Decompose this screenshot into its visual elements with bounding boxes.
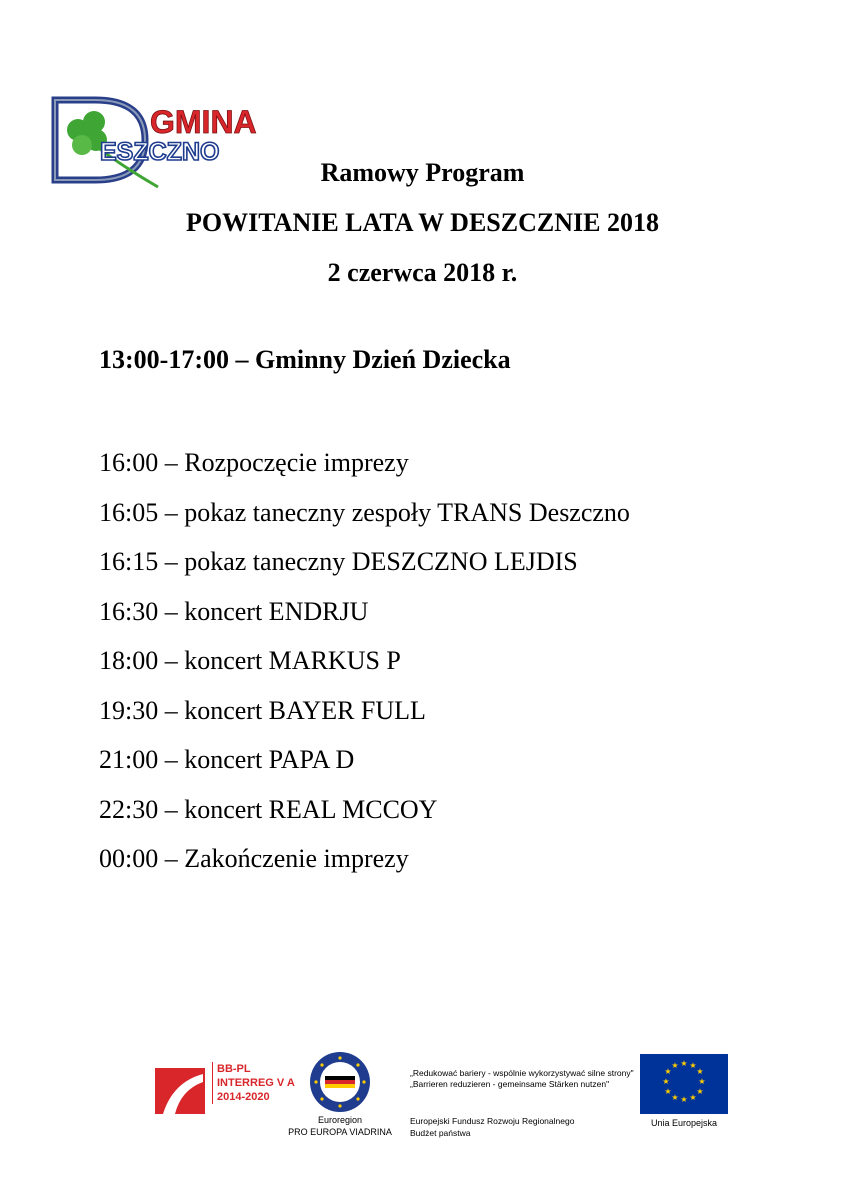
schedule-item: 16:00 – Rozpoczęcie imprezy [99, 448, 409, 477]
slogan-line-2: „Barrieren reduzieren - gemeinsame Stärken nutzen" [410, 1079, 610, 1089]
svg-text:★: ★ [696, 1087, 704, 1096]
euroregion-emblem-icon [308, 1050, 372, 1114]
logo-text-bottom: ESZCZNO [100, 138, 220, 166]
interreg-line-2: INTERREG V A [217, 1077, 295, 1089]
svg-text:★: ★ [664, 1087, 672, 1096]
title-line-3: 2 czerwca 2018 r. [327, 258, 518, 287]
euroregion-line-1: Euroregion [317, 1115, 363, 1125]
schedule-item: 00:00 – Zakończenie imprezy [99, 844, 409, 873]
euroregion-logo [285, 1050, 395, 1138]
euroregion-line-2: PRO EUROPA VIADRINA [288, 1127, 392, 1137]
svg-text:★: ★ [671, 1093, 679, 1102]
fund-line-2: Budżet państwa [410, 1128, 471, 1138]
program-title [0, 148, 845, 298]
schedule-item: 18:00 – koncert MARKUS P [99, 646, 401, 675]
svg-text:★: ★ [689, 1061, 697, 1070]
svg-text:★: ★ [680, 1059, 688, 1068]
interreg-line-1: BB-PL [217, 1063, 251, 1075]
fund-text [410, 1115, 574, 1139]
svg-text:★: ★ [671, 1061, 679, 1070]
title-line-1: Ramowy Program [320, 158, 525, 187]
fund-line-1: Europejski Fundusz Rozwoju Regionalnego [410, 1116, 575, 1126]
schedule-item: 19:30 – koncert BAYER FULL [99, 695, 426, 725]
title-line-2: POWITANIE LATA W DESZCZNIE 2018 [186, 208, 659, 237]
interreg-logo [155, 1062, 295, 1122]
svg-text:★: ★ [696, 1067, 704, 1076]
footer-logos [0, 1050, 845, 1150]
schedule-list [99, 438, 630, 884]
svg-text:★: ★ [662, 1077, 670, 1086]
svg-text:★: ★ [664, 1067, 672, 1076]
slogan-line-1: „Redukować bariery - wspólnie wykorzystywać silne strony" [410, 1068, 634, 1078]
logo-text-top: GMINA [150, 104, 257, 140]
schedule-item: 22:30 – koncert REAL MCCOY [99, 794, 438, 824]
eu-flag-icon [640, 1054, 728, 1114]
slogan-text [410, 1068, 634, 1090]
svg-text:★: ★ [680, 1095, 688, 1104]
interreg-mark-icon [155, 1068, 205, 1114]
interreg-text [212, 1062, 295, 1104]
schedule-item: 21:00 – koncert PAPA D [99, 745, 355, 774]
eu-label: Unia Europejska [650, 1118, 718, 1128]
schedule-item: 16:15 – pokaz taneczny DESZCZNO LEJDIS [99, 547, 578, 576]
schedule-item: 16:30 – koncert ENDRJU [99, 596, 369, 626]
interreg-line-3: 2014-2020 [217, 1091, 270, 1103]
eu-logo [640, 1054, 728, 1129]
svg-text:★: ★ [689, 1093, 697, 1102]
main-event: 13:00-17:00 – Gminny Dzień Dziecka [99, 345, 511, 374]
svg-text:★: ★ [698, 1077, 706, 1086]
schedule-item: 16:05 – pokaz taneczny zespoły TRANS Deszczno [99, 497, 630, 527]
